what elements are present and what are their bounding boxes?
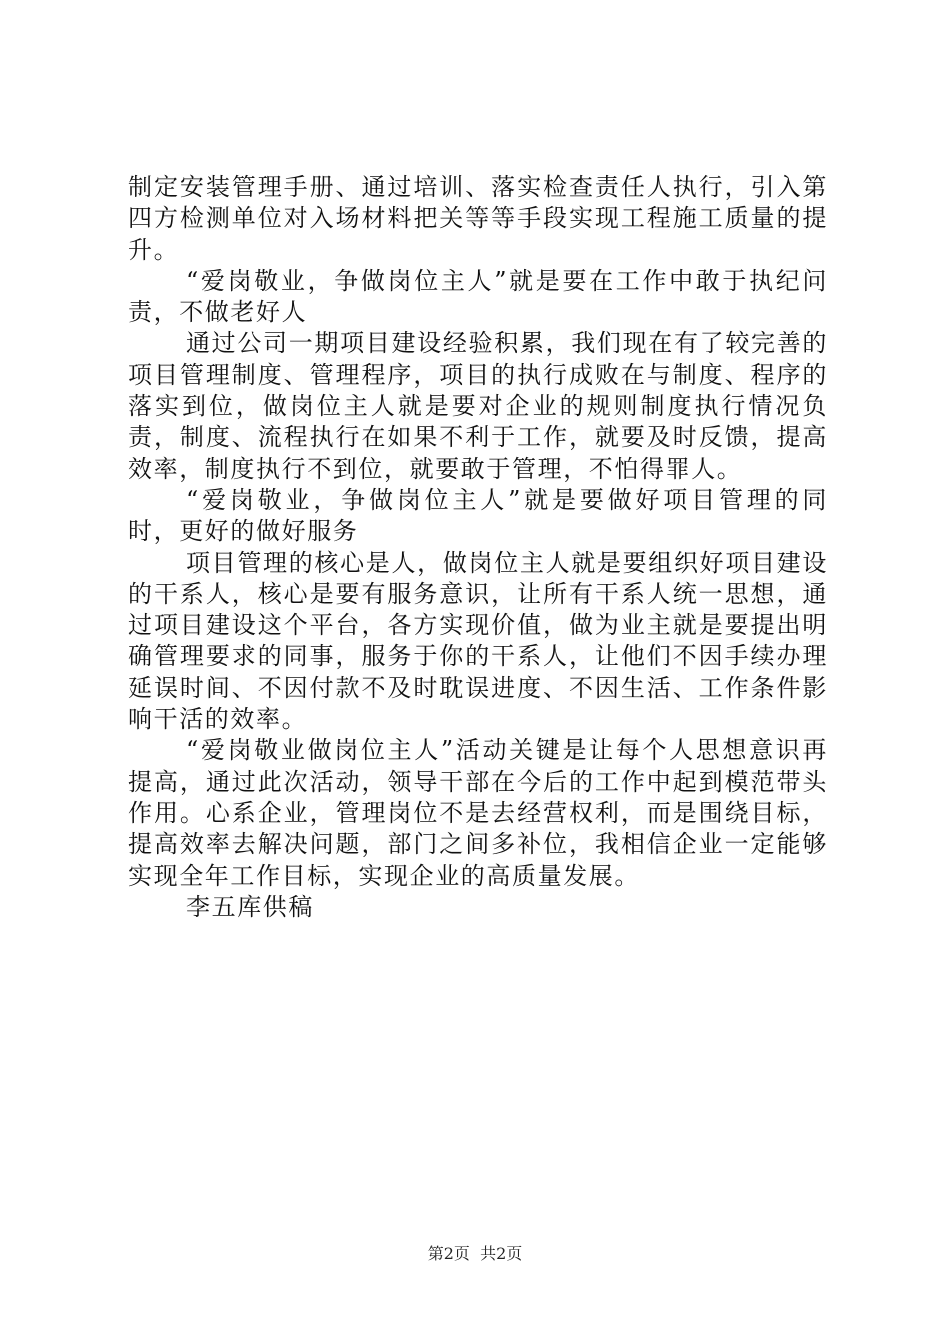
- page-footer: [0, 1244, 950, 1264]
- author-credit: 李五库供稿: [186, 892, 314, 921]
- paragraph-6: “爱岗敬业做岗位主人”活动关键是让每个人思想意识再提高，通过此次活动，领导干部在今后的工作中起到模范带头作用。心系企业，管理岗位不是去经营权利，而是围绕目标，提高效率去解决问题，部门之间多补位，我相信企业一定能够实现全年工作目标，实现企业的高质量发展。: [128, 736, 828, 890]
- paragraph-5: 项目管理的核心是人，做岗位主人就是要组织好项目建设的干系人，核心是要有服务意识，让所有干系人统一思想，通过项目建设这个平台，各方实现价值，做为业主就是要提出明确管理要求的同事，服务于你的干系人，让他们不因手续办理延误时间、不因付款不及时耽误进度、不因生活、工作条件影响干活的效率。: [128, 548, 828, 734]
- paragraph-1: 制定安装管理手册、通过培训、落实检查责任人执行，引入第四方检测单位对入场材料把关等等手段实现工程施工质量的提升。: [128, 173, 828, 264]
- paragraph-3: 通过公司一期项目建设经验积累，我们现在有了较完善的项目管理制度、管理程序，项目的执行成败在与制度、程序的落实到位，做岗位主人就是要对企业的规则制度执行情况负责，制度、流程执行在如果不利于工作，就要及时反馈，提高效率，制度执行不到位，就要敢于管理，不怕得罪人。: [128, 329, 828, 483]
- paragraph-4-heading: “爱岗敬业，争做岗位主人”就是要做好项目管理的同时，更好的做好服务: [128, 485, 828, 546]
- document-body: [128, 172, 828, 923]
- page-number-label: 第2页 共2页: [427, 1244, 523, 1263]
- paragraph-2-heading: “爱岗敬业，争做岗位主人”就是要在工作中敢于执纪问责，不做老好人: [128, 266, 828, 327]
